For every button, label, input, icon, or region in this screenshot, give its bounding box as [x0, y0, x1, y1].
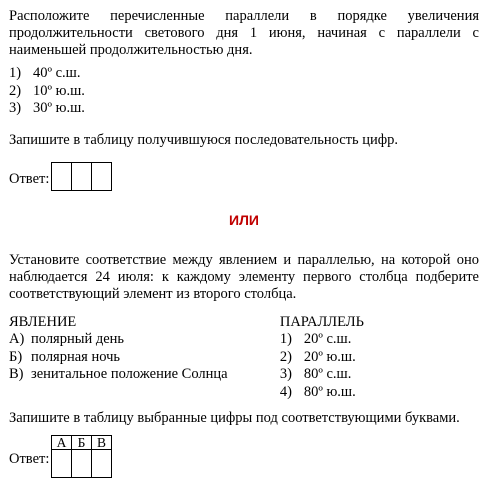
list-item-text: зенитальное положение Солнца	[31, 366, 228, 382]
answer-cell[interactable]	[52, 162, 72, 190]
list-item-number: 1)	[9, 65, 22, 81]
list-item-text: 20º ю.ш.	[303, 348, 356, 365]
list-item-text: полярный день	[31, 331, 125, 347]
answer-column-header: А	[52, 436, 72, 450]
list-item-letter: В)	[9, 366, 24, 382]
list-item	[9, 366, 280, 384]
list-item-letter: А)	[9, 331, 25, 347]
list-item-text: полярная ночь	[31, 348, 121, 365]
phenomena-column	[9, 314, 280, 402]
page	[9, 8, 479, 478]
list-item-number: 3)	[9, 100, 22, 116]
answer-label: Ответ:	[9, 451, 50, 467]
task2-instruction: Запишите в таблицу выбранные цифры под соответствующими буквами.	[9, 410, 460, 426]
task1-prompt: Расположите перечисленные параллели в порядке увеличения продолжительности светового дня 1 июня, начиная с параллели с наименьшей продолжительностью дня.	[9, 8, 479, 58]
list-item-number: 1)	[279, 331, 292, 347]
answer-table	[51, 162, 112, 191]
answer-column-header: В	[92, 436, 112, 450]
separator-or: ИЛИ	[229, 211, 259, 228]
answer-cell[interactable]	[72, 450, 92, 478]
list-item-number: 2)	[279, 348, 292, 365]
list-item	[9, 83, 479, 101]
list-item-letter: Б)	[9, 348, 23, 365]
list-item	[280, 384, 479, 402]
list-item-text: 80º с.ш.	[303, 366, 352, 382]
answer-column-header: Б	[72, 436, 92, 450]
list-item	[280, 331, 479, 349]
task1-list	[9, 65, 479, 118]
answer-label: Ответ:	[9, 170, 50, 187]
column-header: ЯВЛЕНИЕ	[9, 313, 77, 330]
matching-columns	[9, 314, 479, 402]
task1-instruction: Запишите в таблицу получившуюся последовательность цифр.	[9, 131, 399, 148]
list-item-number: 4)	[279, 383, 292, 400]
list-item	[280, 349, 479, 367]
answer-table	[51, 435, 112, 478]
parallels-column	[280, 314, 479, 402]
column-header: ПАРАЛЛЕЛЬ	[279, 313, 364, 330]
task2-answer	[9, 435, 479, 478]
answer-cell[interactable]	[92, 162, 112, 190]
list-item-number: 2)	[9, 82, 22, 99]
answer-cell[interactable]	[72, 162, 92, 190]
list-item-text: 80º ю.ш.	[303, 383, 356, 400]
list-item	[9, 331, 280, 349]
list-item-text: 30º ю.ш.	[33, 100, 85, 116]
list-item	[9, 65, 479, 83]
task2-prompt: Установите соответствие между явлением и параллелью, на которой оно наблюдается 24 июля: к каждому элементу первого столбца подберите соответствующий элемент из второго столбца.	[9, 251, 479, 302]
list-item-text: 40º с.ш.	[33, 65, 81, 81]
answer-cell[interactable]	[52, 450, 72, 478]
task1-answer	[9, 162, 479, 191]
list-item-number: 3)	[279, 366, 292, 382]
list-item-text: 10º ю.ш.	[33, 82, 85, 99]
answer-cell[interactable]	[92, 450, 112, 478]
list-item	[280, 366, 479, 384]
list-item	[9, 349, 280, 367]
list-item	[9, 100, 479, 118]
list-item-text: 20º с.ш.	[303, 331, 352, 347]
